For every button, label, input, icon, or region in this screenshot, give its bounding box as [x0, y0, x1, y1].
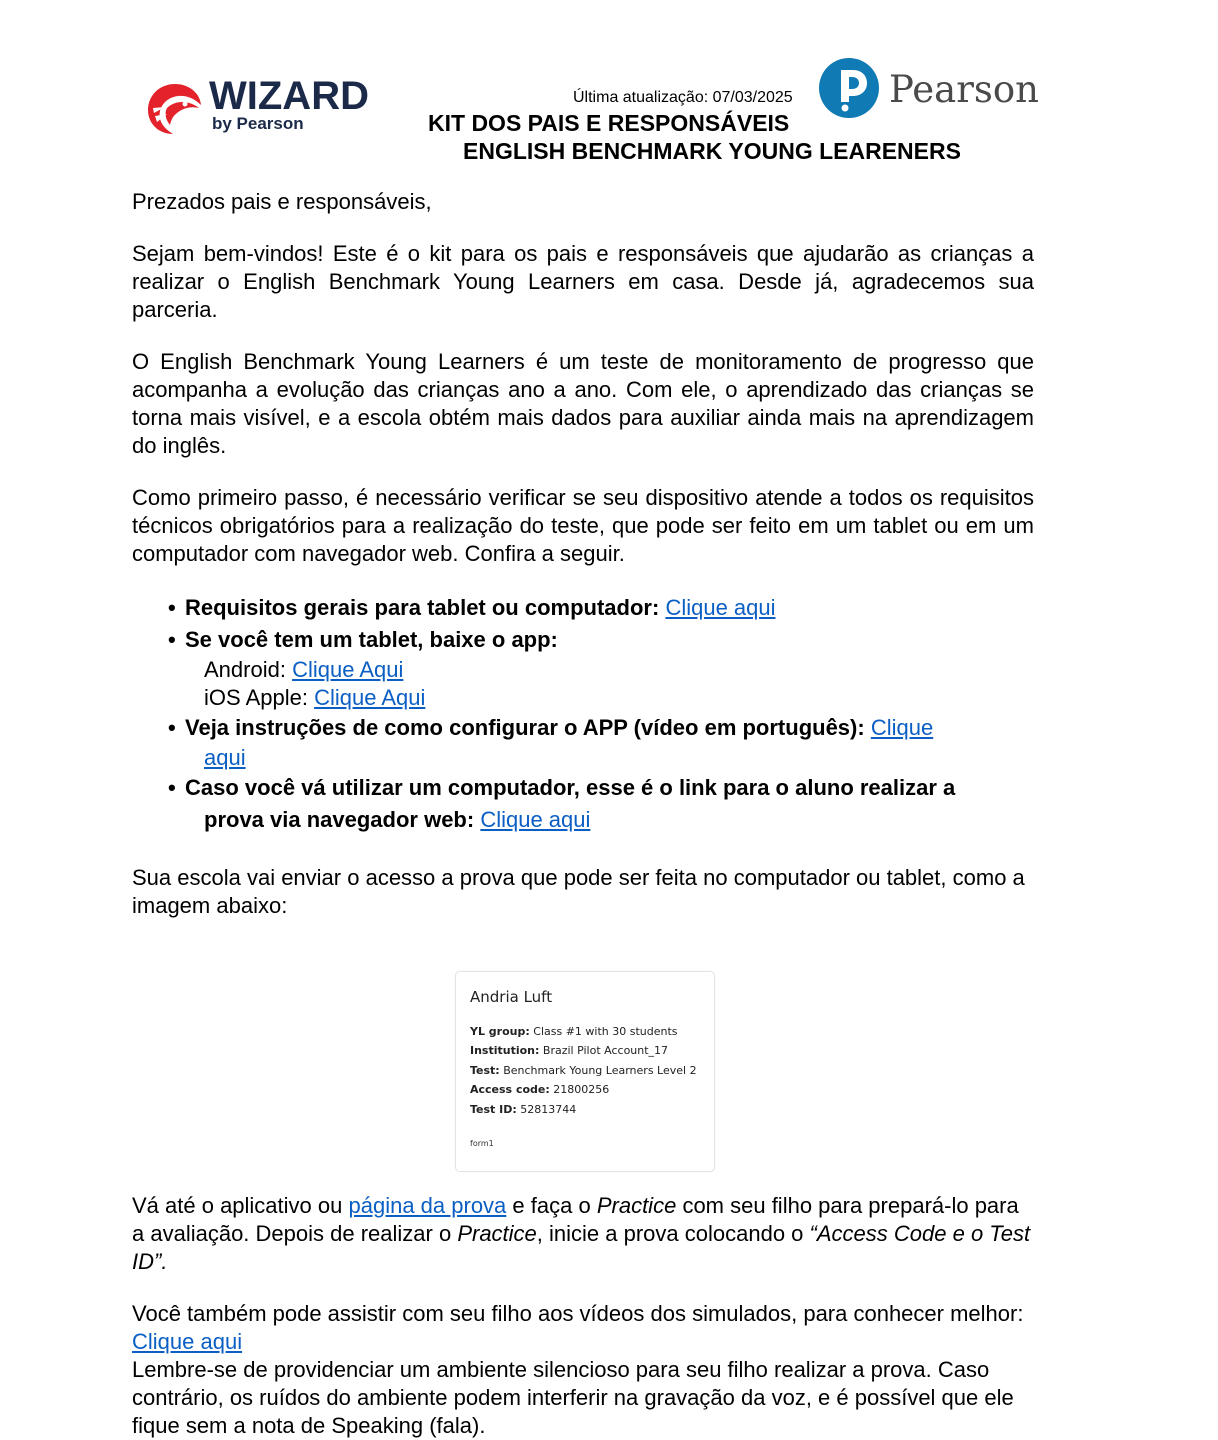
bullet-icon: • [168, 775, 176, 800]
videos-link[interactable]: Clique aqui [132, 1329, 243, 1354]
ios-label: iOS Apple: [204, 685, 308, 710]
practice-term: Practice [457, 1221, 537, 1246]
document-subtitle: ENGLISH BENCHMARK YOUNG LEARENERS [463, 138, 961, 164]
requirements-label: Requisitos gerais para tablet ou computador: [185, 595, 660, 620]
practice-text-b: e faça o [512, 1193, 591, 1218]
access-card-image [455, 971, 715, 1172]
paragraph-quiet-environment: Lembre-se de providenciar um ambiente silencioso para seu filho realizar a prova. Caso contrário, os ruídos do ambiente podem interferir na gravação da voz, e é possível que ele fique sem a nota de Speaking (fala). [132, 1357, 1014, 1438]
document-title: KIT DOS PAIS E RESPONSÁVEIS [428, 110, 790, 136]
list-item [168, 592, 1034, 624]
ios-link[interactable]: Clique Aqui [314, 685, 426, 710]
pearson-logo [819, 56, 1039, 122]
card-row-value: 52813744 [520, 1102, 577, 1116]
card-details [470, 1022, 697, 1119]
paragraph-videos [132, 1300, 1034, 1356]
wizard-eagle-icon [145, 78, 205, 138]
card-row [470, 1100, 697, 1119]
test-page-link[interactable]: página da prova [348, 1193, 507, 1218]
practice-term: Practice [596, 1193, 677, 1218]
card-row-value: Class #1 with 30 students [533, 1025, 678, 1038]
card-row-key: YL group: [470, 1025, 530, 1038]
app-setup-link-continuation[interactable]: aqui [204, 745, 246, 770]
card-form-label: form1 [470, 1139, 494, 1148]
list-item [168, 712, 1034, 772]
document-body-continued [132, 1192, 1034, 1440]
paragraph-welcome: Sejam bem-vindos! Este é o kit para os pais e responsáveis que ajudarão as crianças a realizar o English Benchmark Young Learners em casa. Desde já, agradecemos sua parceria. [132, 241, 1034, 322]
card-row [470, 1041, 697, 1060]
computer-label: Caso você vá utilizar um computador, esse é o link para o aluno realizar a [185, 775, 956, 800]
app-setup-link[interactable]: Clique [870, 715, 934, 740]
card-row-value: Benchmark Young Learners Level 2 [503, 1063, 697, 1077]
card-row-value: 21800256 [553, 1083, 610, 1097]
android-label: Android: [204, 657, 286, 682]
computer-line2 [185, 804, 1034, 836]
list-item [168, 624, 1034, 712]
wizard-logo [145, 76, 407, 138]
requirements-list [132, 592, 1034, 836]
practice-text-d: , inicie a prova colocando o [536, 1221, 804, 1246]
bullet-icon: • [168, 627, 176, 652]
paragraph-school-access: Sua escola vai enviar o acesso a prova que pode ser feita no computador ou tablet, como a imagem abaixo: [132, 865, 1025, 918]
bullet-icon: • [168, 715, 176, 740]
student-name: Andria Luft [470, 988, 553, 1006]
greeting: Prezados pais e responsáveis, [132, 189, 432, 214]
card-row [470, 1061, 697, 1080]
access-code-quote: “Access Code e o Test ID”. [132, 1221, 1031, 1274]
app-setup-link-continuation-line [185, 744, 1034, 772]
card-row-key: Institution: [470, 1044, 540, 1058]
tablet-app-label: Se você tem um tablet, baixe o app: [185, 627, 558, 652]
card-row-value: Brazil Pilot Account_17 [542, 1044, 669, 1058]
android-line [185, 656, 1034, 684]
app-setup-label: Veja instruções de como configurar o APP (vídeo em português): [185, 715, 865, 740]
card-row-key: Test ID: [470, 1102, 517, 1116]
paragraph-practice [132, 1192, 1034, 1276]
list-item [168, 772, 1034, 836]
bullet-icon: • [168, 595, 176, 620]
paragraph-requirements: Como primeiro passo, é necessário verificar se seu dispositivo atende a todos os requisitos técnicos obrigatórios para a realização do teste, que pode ser feito em um tablet ou em um computador com navegador web. Confira a seguir. [132, 485, 1034, 566]
card-row-key: Access code: [470, 1083, 550, 1097]
wizard-logo-text: WIZARD [209, 74, 369, 118]
android-link[interactable]: Clique Aqui [292, 657, 404, 682]
paragraph-about-test: O English Benchmark Young Learners é um teste de monitoramento de progresso que acompanha a evolução das crianças ano a ano. Com ele, o aprendizado das crianças se torna mais visível, e a escola obtém mais dados para auxiliar ainda mais na aprendizagem do inglês. [132, 349, 1034, 458]
pearson-p-icon [819, 56, 881, 120]
card-row [470, 1080, 697, 1099]
pearson-logo-text: Pearson [889, 68, 1039, 111]
document-body [132, 188, 1034, 944]
practice-text-a: Vá até o aplicativo ou [132, 1193, 343, 1218]
ios-line [185, 684, 1034, 712]
videos-text: Você também pode assistir com seu filho aos vídeos dos simulados, para conhecer melhor: [132, 1301, 1024, 1326]
wizard-logo-subtitle: by Pearson [212, 114, 304, 133]
card-row [470, 1022, 697, 1041]
requirements-link[interactable]: Clique aqui [665, 595, 776, 620]
practice-text-c: com seu filho para prepará-lo para a avaliação. Depois de realizar o [132, 1193, 1019, 1246]
last-update-date: Última atualização: 07/03/2025 [573, 89, 793, 106]
card-row-key: Test: [470, 1063, 500, 1077]
web-test-link[interactable]: Clique aqui [480, 807, 591, 832]
computer-label-cont: prova via navegador web: [204, 807, 475, 832]
